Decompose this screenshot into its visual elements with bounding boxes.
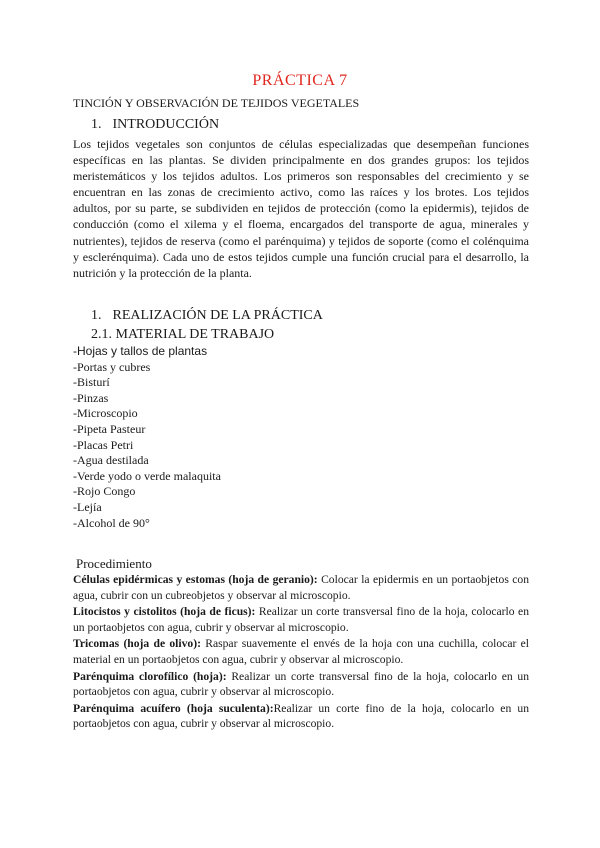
list-item: -Agua destilada xyxy=(73,453,149,468)
procedure-heading: Procedimiento xyxy=(76,556,152,571)
procedure-item-label: Parénquima clorofílico (hoja): xyxy=(73,669,227,683)
procedure-item xyxy=(73,572,529,603)
list-item: -Microscopio xyxy=(73,406,138,421)
procedure-item xyxy=(73,636,529,667)
list-item: -Hojas y tallos de plantas xyxy=(73,344,208,358)
procedure-item-text: Realizar un corte transversal fino de la hoja, colocarlo en un portaobjetos con agua, cubrir y observar al microscopio. xyxy=(73,669,529,699)
page-subtitle: TINCIÓN Y OBSERVACIÓN DE TEJIDOS VEGETALES xyxy=(73,96,360,110)
realization-heading-number: 1. xyxy=(91,308,102,323)
procedure-item xyxy=(73,604,529,635)
realization-heading-text: REALIZACIÓN DE LA PRÁCTICA xyxy=(112,308,323,323)
list-item: -Rojo Congo xyxy=(73,484,136,499)
intro-paragraph: Los tejidos vegetales son conjuntos de células especializadas que desempeñan funciones específicas en las plantas. Se dividen principalmente en dos grandes grupos: los tejidos meristemáticos y los tejidos adultos. Los primeros son responsables del crecimiento y se encuentran en las zonas de crecimiento activo, como las raíces y los brotes. Los tejidos adultos, por su parte, se subdividen en tejidos de protección (como la epidermis), tejidos de conducción (como el xilema y el floema, encargados del transporte de agua, minerales y nutrientes), tejidos de reserva (como el parénquima) y tejidos de soporte (como el colénquima y esclerénquima). Cada uno de estos tejidos cumple una función crucial para el desarrollo, la nutrición y la protección de la planta. xyxy=(73,137,529,280)
materials-list xyxy=(73,344,221,531)
intro-heading-number: 1. xyxy=(91,117,102,132)
intro-heading-text: INTRODUCCIÓN xyxy=(112,117,220,132)
procedure-item-text: Colocar la epidermis en un portaobjetos con agua, cubrir con un cubreobjetos y observar al microscopio. xyxy=(73,573,529,602)
list-item: -Portas y cubres xyxy=(73,359,151,374)
list-item: -Placas Petri xyxy=(73,437,134,452)
procedure-item-text: Raspar suavemente el envés de la hoja con una cuchilla, colocar el material en un portaobjetos con agua, cubrir y observar al microscopio. xyxy=(73,637,529,666)
procedure-item-label: Parénquima acuífero (hoja suculenta): xyxy=(73,701,274,715)
intro-heading xyxy=(91,117,219,133)
procedure-item xyxy=(73,701,529,732)
list-item: -Lejía xyxy=(73,499,102,514)
list-item: -Pinzas xyxy=(73,390,109,405)
material-subheading: 2.1. MATERIAL DE TRABAJO xyxy=(91,327,275,342)
procedure-item-text: Realizar un corte transversal fino de la hoja, colocarlo en un portaobjetos con agua, cubrir y observar al microscopio. xyxy=(73,605,529,634)
procedure-item-label: Tricomas (hoja de olivo): xyxy=(73,637,201,651)
procedure-item-text: Realizar un corte fino de la hoja, colocarlo en un portaobjetos con agua, cubrir y observar al microscopio. xyxy=(73,701,530,731)
list-item: -Alcohol de 90° xyxy=(73,515,150,530)
procedure-item-label: Células epidérmicas y estomas (hoja de geranio): xyxy=(73,573,318,586)
procedure-section xyxy=(73,572,529,733)
realization-heading xyxy=(91,308,323,324)
list-item: -Bisturí xyxy=(73,375,110,390)
list-item: -Pipeta Pasteur xyxy=(73,421,146,436)
page-title: PRÁCTICA 7 xyxy=(252,72,348,89)
list-item: -Verde yodo o verde malaquita xyxy=(73,468,221,483)
procedure-item-label: Litocistos y cistolitos (hoja de ficus): xyxy=(73,605,256,619)
procedure-item xyxy=(73,669,529,700)
